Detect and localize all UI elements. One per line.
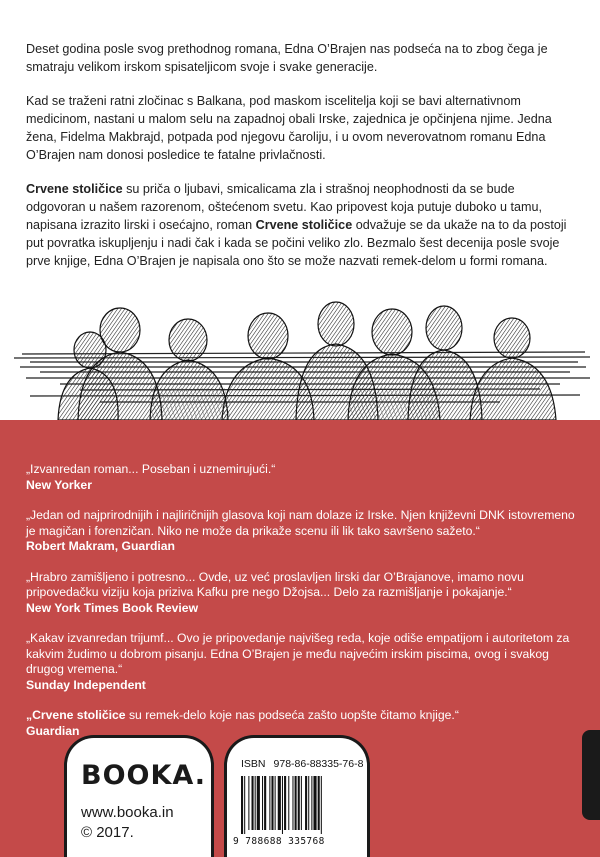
isbn-label: ISBN [241,758,266,770]
barcode-bar [244,776,245,834]
barcode-bar [282,776,283,834]
barcode-bar [252,776,254,830]
quote-book-title: „Crvene stoličice [26,708,126,722]
barcode-bar [255,776,256,830]
barcode-bar [257,776,260,830]
barcode-bar [298,776,300,830]
quote-source: New Yorker [26,477,92,492]
barcode-bar [301,776,302,830]
quote-item [26,631,586,693]
quote-source: New York Times Book Review [26,600,199,615]
barcode-bar [262,776,263,830]
barcode-bar [264,776,266,830]
quote-text: „Kakav izvanredan trijumf... Ovo je pripovedanje najvišeg reda, koje odiše empatijom i autoritetom za kakvim žudimo u dobrom pisanju. Edna O’Brajen je među najvećim irskim piscima, ovog i svakog drugog vremena.“ [26,631,570,676]
figures [58,302,556,420]
book-title-bold-2: Crvene stoličice [255,218,353,232]
blurb-paragraph-3-part-b: odvažuje se da ukaže na to da postoji put povratka iskupljenju i nadi čak i kada se počini veliko zlo. Bezmalo šest decenija posle svoje prve knjige, Edna O’Brajen je napisala ono što se može nazvati remek-delom u formi romana. [26,218,567,268]
barcode-bar [313,776,316,830]
barcode-bar [241,776,243,834]
quote-item [26,508,586,555]
barcode-bar [321,776,322,834]
barcode-bar [305,776,307,830]
isbn-number: 978-86-88335-76-8 [273,758,364,770]
barcode-bar [318,776,320,830]
barcode-bar [311,776,312,830]
barcode-bar [278,776,281,830]
quote-text [26,708,586,724]
barcode-bar [292,776,293,830]
side-tab [582,730,600,820]
barcode-bar [248,776,249,830]
quote-text: „Izvanredan roman... Poseban i uznemirujući.“ [26,462,276,476]
publisher-card [64,735,214,857]
barcode-graphic [239,776,359,834]
quote-item [26,462,586,493]
barcode-bar [271,776,273,830]
barcode-bar [295,776,297,830]
barcode-bar [288,776,289,830]
isbn-line [241,758,363,770]
blurb-paragraph-1: Deset godina posle svog prethodnog romana, Edna O’Brajen nas podseća na to zbog čega je smatraju velikom irskom spisateljicom svoje i svake generacije. [26,42,548,74]
quote-text-rest: su remek-delo koje nas podseća zašto uopšte čitamo knjige.“ [125,708,459,722]
quote-source: Guardian [26,723,80,738]
quote-text: „Hrabro zamišljeno i potresno... Ovde, uz već proslavljen lirski dar O’Brajanove, imamo novu pripovedačku viziju koja priziva Kafku pre nego Džojsa... Delo za razmišljanje i pokajanje.“ [26,569,524,599]
quote-source: Robert Makram, Guardian [26,539,175,553]
quote-text: „Jedan od najprirodnijih i najliričnijih glasova koji nam dolaze iz Irske. Njen književni DNK istovremeno je magičan i forenzičan. Niko ne može da prikaže scenu ili lik tako savršeno sažeto.“ [26,508,575,538]
barcode-bar [275,776,276,830]
review-quotes [26,462,586,754]
barcode-bar [308,776,309,830]
publisher-website: www.booka.in [81,804,174,821]
copyright-year: © 2017. [81,824,134,841]
seated-figures-illustration [0,288,600,420]
book-title-bold: Crvene stoličice [26,182,123,196]
blurb-text [26,40,574,286]
blurb-paragraph-3-part-a: su priča o ljubavi, smicalicama zla i strašnoj neophodnosti da se bude odgovoran u našem razorenom, oštećenom svetu. Kao pripovest koja putuje duboko u tamu, napisana izrazito lirski i osećajno, roman [26,182,542,232]
quote-source: Sunday Independent [26,677,146,692]
isbn-card [224,735,370,857]
upper-white-panel [0,0,600,420]
blurb-paragraph-3 [26,180,574,270]
blurb-paragraph-2: Kad se traženi ratni zločinac s Balkana, pod maskom iscelitelja koji se bavi alternativnom medicinom, nastani u malom selu na zapadnoj obali Irske, zajednica je opčinjena njime. Jedna žena, Fidelma Makbrajd, potpada pod njegovu čaroliju, i u ovom neverovatnom romanu Edna O’Brajen nam donosi posledice te fatalne privlačnosti. [26,94,552,162]
barcode-bar [269,776,270,830]
barcode-bar [284,776,286,830]
barcode-digits: 9 788688 335768 [233,836,325,847]
booka-logo: BOOKA. [81,760,207,791]
quote-item [26,570,586,617]
